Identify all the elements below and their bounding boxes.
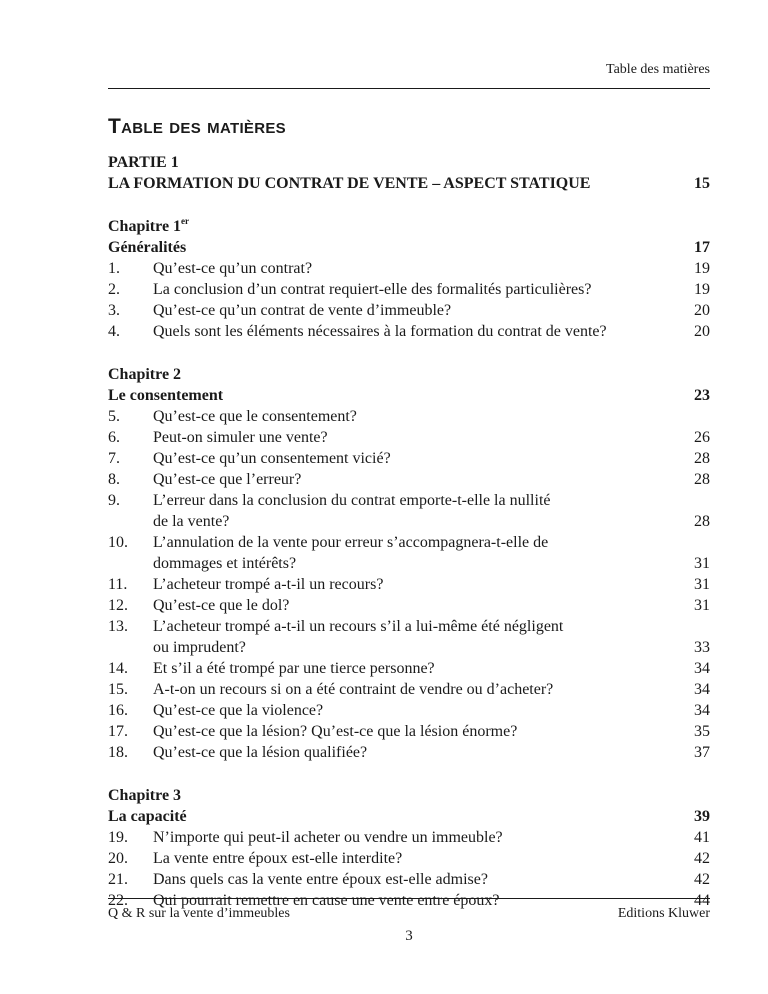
chapter-label — [108, 785, 181, 806]
item-number: 18. — [108, 744, 128, 761]
item-number: 21. — [108, 871, 128, 888]
list-item — [108, 490, 710, 511]
header-rule — [108, 88, 710, 89]
section-gap — [108, 342, 710, 364]
item-number: 3. — [108, 302, 120, 319]
item-number: 14. — [108, 660, 128, 677]
item-number: 6. — [108, 429, 120, 446]
page-title: Table des matières — [108, 115, 286, 138]
chapter-title: Le consentement — [108, 387, 224, 404]
item-text: Qu’est-ce que la violence? — [153, 702, 324, 719]
chapter-label-text: Chapitre 1 — [108, 218, 182, 235]
item-page: 42 — [694, 850, 710, 867]
item-text: L’acheteur trompé a-t-il un recours s’il a lui-même été négligent — [153, 618, 564, 635]
chapter-page: 23 — [694, 387, 710, 404]
chapter-label-line — [108, 364, 710, 385]
item-text: Qu’est-ce qu’un contrat de vente d’immeuble? — [153, 302, 452, 319]
item-text: Et s’il a été trompé par une tierce personne? — [153, 660, 435, 677]
list-item — [108, 321, 710, 342]
item-text: de la vente? — [153, 513, 230, 530]
part-page: 15 — [694, 175, 710, 192]
chapter-label-superscript: er — [181, 216, 190, 226]
chapter-page: 17 — [694, 239, 710, 256]
item-page: 44 — [694, 892, 710, 909]
item-text: La vente entre époux est-elle interdite? — [153, 850, 403, 867]
list-item — [108, 448, 710, 469]
item-page: 28 — [694, 450, 710, 467]
item-page: 31 — [694, 555, 710, 572]
item-text: ou imprudent? — [153, 639, 246, 656]
footer-publisher: Editions Kluwer — [617, 906, 710, 921]
item-page: 34 — [694, 681, 710, 698]
list-item — [108, 574, 710, 595]
list-item — [108, 427, 710, 448]
item-page: 20 — [694, 323, 710, 340]
part-title: LA FORMATION DU CONTRAT DE VENTE – ASPECT STATIQUE — [108, 175, 591, 192]
chapter-page: 39 — [694, 808, 710, 825]
item-page: 20 — [694, 302, 710, 319]
chapter-label-text: Chapitre 2 — [108, 366, 182, 383]
footer-book-title: Q & R sur la vente d’immeubles — [108, 906, 290, 921]
item-number: 17. — [108, 723, 128, 740]
list-item — [108, 869, 710, 890]
page-number: 3 — [405, 928, 413, 944]
item-text: Qu’est-ce que le consentement? — [153, 408, 357, 425]
section-gap — [108, 763, 710, 785]
item-page: 26 — [694, 429, 710, 446]
item-text: Qu’est-ce que l’erreur? — [153, 471, 302, 488]
item-page: 34 — [694, 660, 710, 677]
item-page: 41 — [694, 829, 710, 846]
item-text: A-t-on un recours si on a été contraint de vendre ou d’acheter? — [153, 681, 554, 698]
chapter-label-line — [108, 216, 710, 237]
item-number: 16. — [108, 702, 128, 719]
item-page: 19 — [694, 281, 710, 298]
list-item — [108, 469, 710, 490]
item-number: 1. — [108, 260, 120, 277]
item-number: 22. — [108, 892, 128, 909]
list-item — [108, 637, 710, 658]
item-number: 20. — [108, 850, 128, 867]
item-text: Qu’est-ce qu’un consentement vicié? — [153, 450, 391, 467]
item-number: 15. — [108, 681, 128, 698]
chapter-title-line — [108, 385, 710, 406]
item-number: 11. — [108, 576, 128, 593]
list-item — [108, 406, 710, 427]
item-text: dommages et intérêts? — [153, 555, 297, 572]
item-number: 10. — [108, 534, 128, 551]
list-item — [108, 827, 710, 848]
item-text: Qu’est-ce que le dol? — [153, 597, 290, 614]
item-text: Dans quels cas la vente entre époux est-elle admise? — [153, 871, 488, 888]
chapter-title-line — [108, 237, 710, 258]
item-page: 37 — [694, 744, 710, 761]
item-number: 7. — [108, 450, 120, 467]
chapter-label — [108, 364, 181, 385]
list-item — [108, 595, 710, 616]
table-of-contents — [108, 152, 710, 911]
part-title-line — [108, 173, 710, 194]
item-page: 19 — [694, 260, 710, 277]
item-text: N’importe qui peut-il acheter ou vendre un immeuble? — [153, 829, 503, 846]
list-item — [108, 721, 710, 742]
item-page: 28 — [694, 513, 710, 530]
item-page: 42 — [694, 871, 710, 888]
chapter-title-line — [108, 806, 710, 827]
item-text: Qui pourrait remettre en cause une vente entre époux? — [153, 892, 500, 909]
item-page: 28 — [694, 471, 710, 488]
list-item — [108, 679, 710, 700]
item-number: 5. — [108, 408, 120, 425]
list-item — [108, 848, 710, 869]
item-number: 8. — [108, 471, 120, 488]
part-label: PARTIE 1 — [108, 154, 179, 171]
item-text: La conclusion d’un contrat requiert-elle des formalités particulières? — [153, 281, 592, 298]
part-label-line — [108, 152, 710, 173]
chapter-label-line — [108, 785, 710, 806]
chapter-title: Généralités — [108, 239, 187, 256]
section-gap — [108, 194, 710, 216]
item-text: L’acheteur trompé a-t-il un recours? — [153, 576, 384, 593]
list-item — [108, 742, 710, 763]
running-header: Table des matières — [606, 62, 710, 77]
list-item — [108, 700, 710, 721]
item-text: Quels sont les éléments nécessaires à la formation du contrat de vente? — [153, 323, 607, 340]
item-text: Qu’est-ce qu’un contrat? — [153, 260, 313, 277]
chapter-label — [108, 216, 189, 237]
item-page: 34 — [694, 702, 710, 719]
item-number: 12. — [108, 597, 128, 614]
list-item — [108, 258, 710, 279]
chapter-title: La capacité — [108, 808, 187, 825]
item-page: 31 — [694, 576, 710, 593]
footer-rule — [108, 898, 710, 899]
document-page — [108, 0, 710, 994]
chapter-label-text: Chapitre 3 — [108, 787, 182, 804]
item-number: 2. — [108, 281, 120, 298]
item-page: 31 — [694, 597, 710, 614]
item-number: 13. — [108, 618, 128, 635]
item-text: Peut-on simuler une vente? — [153, 429, 328, 446]
item-page: 35 — [694, 723, 710, 740]
item-text: L’erreur dans la conclusion du contrat emporte-t-elle la nullité — [153, 492, 551, 509]
item-text: Qu’est-ce que la lésion? Qu’est-ce que la lésion énorme? — [153, 723, 518, 740]
list-item — [108, 553, 710, 574]
list-item — [108, 658, 710, 679]
list-item — [108, 616, 710, 637]
item-number: 19. — [108, 829, 128, 846]
list-item — [108, 279, 710, 300]
item-text: Qu’est-ce que la lésion qualifiée? — [153, 744, 368, 761]
item-page: 33 — [694, 639, 710, 656]
list-item — [108, 300, 710, 321]
list-item — [108, 511, 710, 532]
item-number: 9. — [108, 492, 120, 509]
item-number: 4. — [108, 323, 120, 340]
list-item — [108, 532, 710, 553]
item-text: L’annulation de la vente pour erreur s’accompagnera-t-elle de — [153, 534, 549, 551]
